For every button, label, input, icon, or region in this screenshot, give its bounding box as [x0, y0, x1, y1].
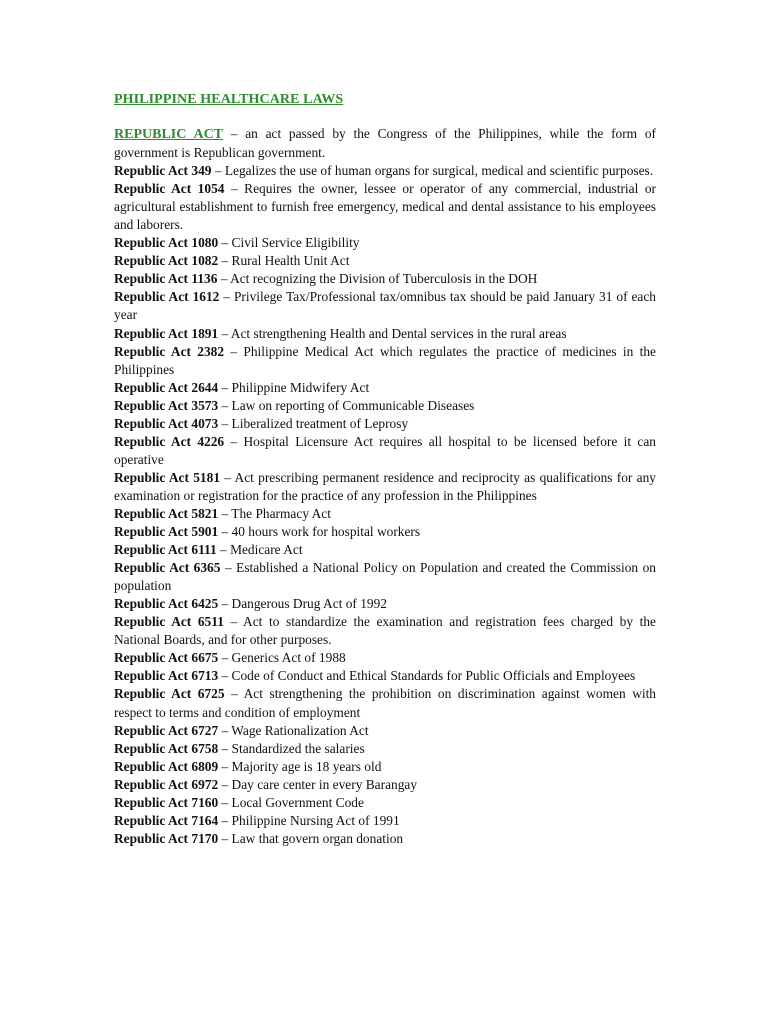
law-term: Republic Act 5901 [114, 524, 219, 540]
law-term: Republic Act 349 [114, 163, 212, 179]
law-term: Republic Act 3573 [114, 397, 219, 413]
law-term: Republic Act 6425 [114, 596, 219, 612]
law-entry [114, 794, 656, 812]
law-entry [114, 758, 656, 776]
law-entry [114, 180, 656, 234]
law-description: – Legalizes the use of human organs for surgical, medical and scientific purposes. [211, 163, 654, 179]
law-description: – Philippine Nursing Act of 1991 [218, 812, 400, 828]
law-description: – Code of Conduct and Ethical Standards for Public Officials and Employees [218, 668, 636, 684]
law-term: Republic Act 1612 [114, 289, 220, 305]
law-term: Republic Act 2382 [114, 343, 225, 359]
law-description: – Philippine Medical Act which regulates the practice of medicines in the Philippines [114, 343, 656, 377]
document-page [114, 91, 656, 848]
law-term: Republic Act 6809 [114, 758, 219, 774]
law-entry [114, 595, 656, 613]
law-description: – Act strengthening the prohibition on discrimination against women with respect to terms and condition of employment [114, 686, 656, 720]
law-entry [114, 415, 656, 433]
law-entry [114, 469, 656, 505]
law-entry [114, 830, 656, 848]
law-description: – Act to standardize the examination and registration fees charged by the National Boards, and for other purposes. [114, 614, 656, 648]
law-term: Republic Act 5821 [114, 505, 219, 521]
law-entry [114, 740, 656, 758]
law-description: – Act recognizing the Division of Tuberculosis in the DOH [217, 271, 538, 287]
law-term: Republic Act 6675 [114, 650, 219, 666]
law-description: – Privilege Tax/Professional tax/omnibus tax should be paid January 31 of each year [114, 289, 656, 323]
law-description: – Requires the owner, lessee or operator of any commercial, industrial or agricultural establishment to furnish free emergency, medical and dental assistance to his employees and laborers. [114, 181, 656, 233]
law-term: Republic Act 1054 [114, 181, 225, 197]
law-description: – The Pharmacy Act [218, 505, 331, 521]
law-description: – Day care center in every Barangay [218, 776, 418, 792]
law-term: Republic Act 6713 [114, 668, 219, 684]
law-entry [114, 433, 656, 469]
law-description: – Civil Service Eligibility [218, 235, 360, 251]
law-description: – Wage Rationalization Act [218, 722, 369, 738]
law-entry [114, 812, 656, 830]
law-description: – Medicare Act [216, 542, 303, 558]
law-entry [114, 523, 656, 541]
law-entry [114, 559, 656, 595]
law-term: Republic Act 7164 [114, 812, 219, 828]
law-entry [114, 541, 656, 559]
law-description: – Act prescribing permanent residence and reciprocity as qualifications for any examination or registration for the practice of any profession in the Philippines [114, 469, 656, 503]
law-term: Republic Act 1080 [114, 235, 219, 251]
law-description: – an act passed by the Congress of the Philippines, while the form of government is Republican government. [114, 126, 656, 161]
law-description: – Hospital Licensure Act requires all hospital to be licensed before it can operative [114, 433, 656, 467]
law-entry [114, 685, 656, 721]
law-term: Republic Act 6972 [114, 776, 219, 792]
law-term: Republic Act 4226 [114, 433, 225, 449]
law-term: Republic Act 6111 [114, 542, 217, 558]
law-term: Republic Act 4073 [114, 415, 219, 431]
law-description: – Majority age is 18 years old [218, 758, 382, 774]
law-description: – Philippine Midwifery Act [218, 379, 370, 395]
law-entry [114, 379, 656, 397]
law-entry [114, 288, 656, 324]
law-term: Republic Act 6365 [114, 560, 221, 576]
law-description: – Law that govern organ donation [218, 830, 404, 846]
law-entry [114, 722, 656, 740]
law-entry [114, 234, 656, 252]
law-description: – Standardized the salaries [218, 740, 365, 756]
law-description: – Rural Health Unit Act [218, 253, 350, 269]
document-title: PHILIPPINE HEALTHCARE LAWS [114, 92, 344, 107]
law-description: – Liberalized treatment of Leprosy [218, 415, 409, 431]
law-description: – Act strengthening Health and Dental services in the rural areas [218, 325, 567, 341]
law-term: Republic Act 6511 [114, 614, 224, 630]
law-entry [114, 125, 656, 162]
law-entry [114, 613, 656, 649]
law-description: – Established a National Policy on Population and created the Commission on population [114, 560, 656, 594]
law-term: Republic Act 1891 [114, 325, 219, 341]
law-term: Republic Act 7170 [114, 830, 219, 846]
law-term: Republic Act 5181 [114, 469, 221, 485]
law-entry [114, 325, 656, 343]
law-entry [114, 505, 656, 523]
law-description: – Generics Act of 1988 [218, 650, 346, 666]
law-term: Republic Act 6758 [114, 740, 219, 756]
law-entry [114, 270, 656, 288]
law-term: Republic Act 7160 [114, 794, 219, 810]
law-description: – Dangerous Drug Act of 1992 [218, 596, 387, 612]
law-description: – Local Government Code [218, 794, 364, 810]
law-description: – Law on reporting of Communicable Diseases [218, 397, 475, 413]
law-term: Republic Act 2644 [114, 379, 219, 395]
law-term: Republic Act 6725 [114, 686, 225, 702]
law-description: – 40 hours work for hospital workers [218, 524, 421, 540]
law-list [114, 125, 656, 848]
law-entry [114, 397, 656, 415]
law-term: REPUBLIC ACT [114, 127, 224, 142]
law-term: Republic Act 6727 [114, 722, 219, 738]
law-entry [114, 343, 656, 379]
law-entry [114, 649, 656, 667]
law-term: Republic Act 1082 [114, 253, 219, 269]
law-entry [114, 252, 656, 270]
law-entry [114, 667, 656, 685]
law-entry [114, 776, 656, 794]
law-term: Republic Act 1136 [114, 271, 218, 287]
law-entry [114, 162, 656, 180]
